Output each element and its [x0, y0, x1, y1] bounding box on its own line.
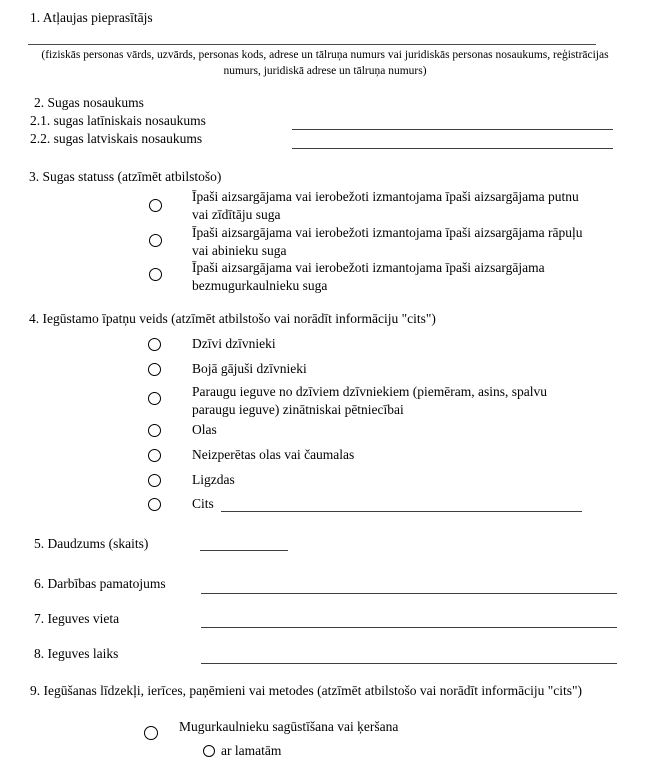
section8-label: 8. Ieguves laiks [34, 646, 119, 661]
section9-label: 9. Iegūšanas līdzekļi, ierīces, paņēmieni vai metodes (atzīmēt atbilstošo vai norādīt informāciju "cits") [30, 683, 582, 698]
justification-input-line[interactable] [201, 579, 617, 594]
radio-status-bird-mammal[interactable] [149, 199, 162, 212]
radio-nests[interactable] [148, 474, 161, 487]
radio-vertebrate-capture-label: Mugurkaulnieku sagūstīšana vai ķeršana [179, 719, 399, 734]
section2-label: 2. Sugas nosaukums [34, 95, 144, 110]
radio-status-reptile-amphibian[interactable] [149, 234, 162, 247]
acquisition-time-input-line[interactable] [201, 649, 617, 664]
radio-status-reptile-amphibian-label: Īpaši aizsargājama vai ierobežoti izmantojama īpaši aizsargājama rāpuļu vai abinieku suga [192, 225, 583, 258]
radio-eggs-label: Olas [192, 422, 217, 437]
applicant-input-line[interactable] [28, 20, 596, 45]
radio-nests-label: Ligzdas [192, 472, 235, 487]
quantity-input-line[interactable] [200, 537, 288, 551]
species-latin-name-input-line[interactable] [292, 115, 613, 130]
other-specimen-input-line[interactable] [221, 497, 582, 512]
section7-label: 7. Ieguves vieta [34, 611, 120, 626]
radio-status-bird-mammal-label: Īpaši aizsargājama vai ierobežoti izmantojama īpaši aizsargājama putnu vai zīdītāju suga [192, 189, 579, 222]
radio-dead-animals[interactable] [148, 363, 161, 376]
section1-label: 1. Atļaujas pieprasītājs [30, 10, 153, 25]
species-latvian-name-input-line[interactable] [292, 134, 613, 149]
radio-vertebrate-capture[interactable] [144, 726, 158, 740]
radio-with-traps-label: ar lamatām [221, 743, 282, 758]
radio-sample-collection[interactable] [148, 392, 161, 405]
acquisition-place-input-line[interactable] [201, 613, 617, 628]
section6-label: 6. Darbības pamatojums [34, 576, 166, 591]
section2-1-label: 2.1. sugas latīniskais nosaukums [30, 113, 206, 128]
radio-other[interactable] [148, 498, 161, 511]
applicant-caption: (fiziskās personas vārds, uzvārds, personas kods, adrese un tālruņa numurs vai juridiskās personas nosaukums, reģistrācijas numurs, juridiskā adrese un tālruņa numurs) [41, 49, 609, 77]
radio-live-animals[interactable] [148, 338, 161, 351]
radio-status-invertebrate[interactable] [149, 268, 162, 281]
radio-unhatched-eggs-shells[interactable] [148, 449, 161, 462]
section3-label: 3. Sugas statuss (atzīmēt atbilstošo) [29, 169, 222, 184]
radio-eggs[interactable] [148, 424, 161, 437]
section5-label: 5. Daudzums (skaits) [34, 536, 149, 551]
radio-unhatched-eggs-shells-label: Neizperētas olas vai čaumalas [192, 447, 355, 462]
radio-live-animals-label: Dzīvi dzīvnieki [192, 336, 276, 351]
radio-dead-animals-label: Bojā gājuši dzīvnieki [192, 361, 307, 376]
radio-status-invertebrate-label: Īpaši aizsargājama vai ierobežoti izmantojama īpaši aizsargājama bezmugurkaulnieku suga [192, 260, 545, 293]
radio-sample-collection-label: Paraugu ieguve no dzīviem dzīvniekiem (piemēram, asins, spalvu paraugu ieguve) zinātniskai pētniecībai [192, 384, 548, 417]
radio-other-label: Cits [192, 496, 214, 511]
section4-label: 4. Iegūstamo īpatņu veids (atzīmēt atbilstošo vai norādīt informāciju "cits") [29, 311, 436, 326]
radio-with-traps[interactable] [203, 745, 215, 757]
section2-2-label: 2.2. sugas latviskais nosaukums [30, 131, 203, 146]
